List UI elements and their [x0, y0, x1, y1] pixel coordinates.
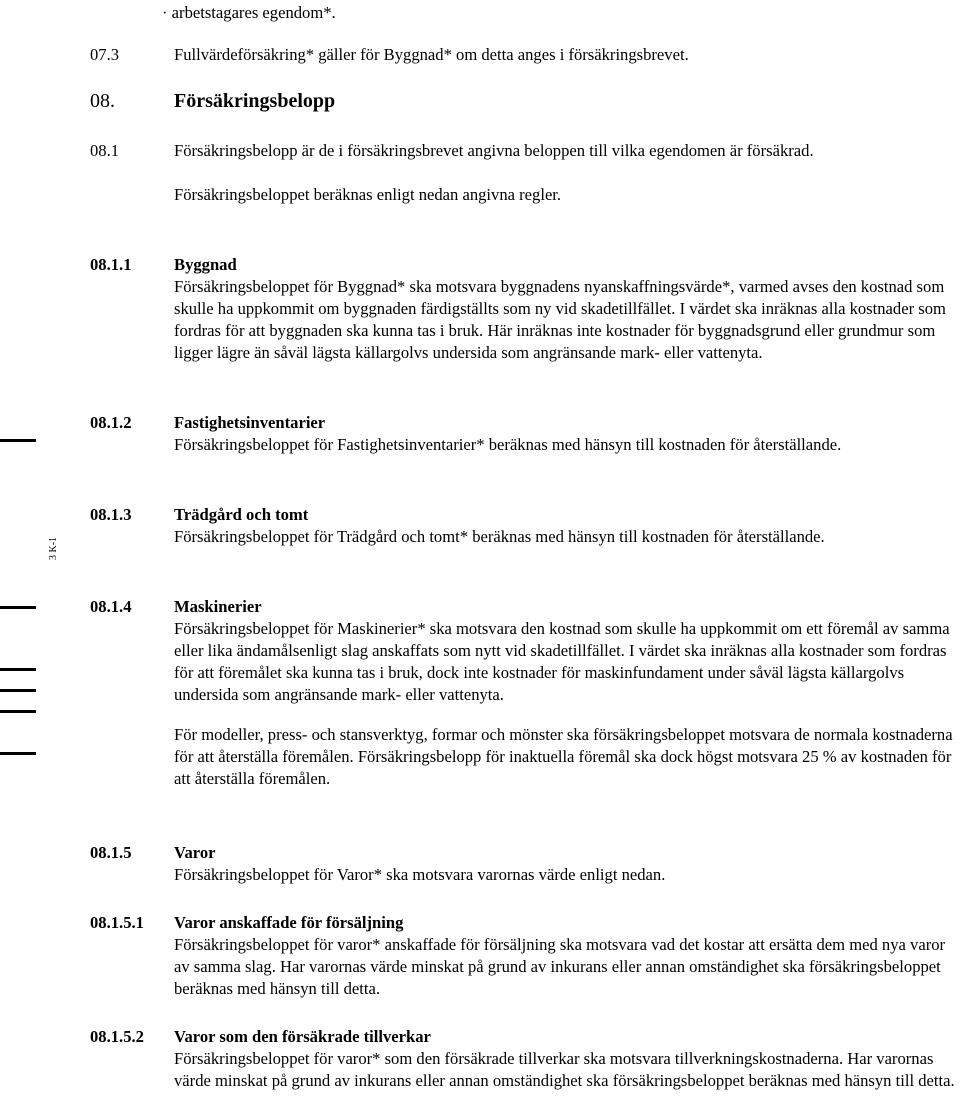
- paragraph: Försäkringsbeloppet för Trädgård och tomt* beräknas med hänsyn till kostnaden för återställande.: [174, 527, 825, 546]
- paragraph: För modeller, press- och stansverktyg, formar och mönster ska försäkringsbeloppet motsvara de normala kostnaderna för att återställa föremålen. Försäkringsbelopp för inaktuella föremål ska dock högst motsvara 25 % av kostnaden för att återställa föremålen.: [174, 725, 953, 788]
- paragraph: Försäkringsbeloppet för Varor* ska motsvara varornas värde enligt nedan.: [174, 865, 666, 884]
- paragraph: Försäkringsbeloppet för varor* som den försäkrade tillverkar ska motsvara tillverkningskostnaderna. Har varornas värde minskat på grund av inkurans eller annan omständighet ska försäkringsbeloppet beräknas med hänsyn till detta.: [174, 1049, 955, 1090]
- section-number: 07.3: [90, 45, 120, 64]
- sidebar-code: 3 K-1: [48, 536, 59, 560]
- section-heading: Varor som den försäkrade tillverkar: [174, 1027, 431, 1046]
- section-heading: Fastighetsinventarier: [174, 413, 326, 432]
- paragraph: Försäkringsbeloppet för varor* anskaffade för försäljning ska motsvara vad det kostar att ersätta dem med nya varor av samma slag. Har varornas värde minskat på grund av inkurans eller annan omständighet ska försäkringsbeloppet beräknas med hänsyn till detta.: [174, 935, 946, 998]
- section-number: 08.1: [90, 141, 120, 160]
- change-bar: [0, 689, 36, 692]
- section-heading: Varor: [174, 843, 216, 862]
- change-bar: [0, 752, 36, 755]
- section-heading: Varor anskaffade för försäljning: [174, 913, 404, 932]
- paragraph: Försäkringsbeloppet för Maskinerier* ska motsvara den kostnad som skulle ha uppkommit om ett föremål av samma eller lika ändamålsenligt slag anskaffats som nytt vid skadetillfället. I värdet ska inräknas alla kostnader som fordras för att föremålet ska kunna tas i bruk, dock inte kostnader för maskinfundament under såväl lägsta källargolvs undersida som angränsande mark- eller vattenyta.: [174, 619, 950, 704]
- section-number: 08.1.1: [90, 255, 132, 274]
- section-number: 08.1.3: [90, 505, 132, 524]
- section-number: 08.1.5.2: [90, 1027, 144, 1046]
- change-bar: [0, 606, 36, 609]
- section-number: 08.1.4: [90, 597, 132, 616]
- paragraph: Försäkringsbelopp är de i försäkringsbrevet angivna beloppen till vilka egendomen är försäkrad.: [174, 141, 814, 160]
- paragraph: Försäkringsbeloppet för Fastighetsinventarier* beräknas med hänsyn till kostnaden för återställande.: [174, 435, 842, 454]
- section-text: Fullvärdeförsäkring* gäller för Byggnad* om detta anges i försäkringsbrevet.: [174, 45, 689, 64]
- section-number: 08.1.5: [90, 843, 132, 862]
- change-bar: [0, 668, 36, 671]
- section-heading: Byggnad: [174, 255, 237, 274]
- section-number: 08.1.5.1: [90, 913, 144, 932]
- change-bar: [0, 710, 36, 713]
- section-number: 08.: [90, 90, 115, 112]
- section-heading: Försäkringsbelopp: [174, 90, 336, 112]
- section-heading: Trädgård och tomt: [174, 505, 309, 524]
- section-number: 08.1.2: [90, 413, 132, 432]
- section-heading: Maskinerier: [174, 597, 262, 616]
- paragraph: Försäkringsbeloppet för Byggnad* ska motsvara byggnadens nyanskaffningsvärde*, varmed avses den kostnad som skulle ha uppkommit om byggnaden färdigställts som ny vid skadetillfället. I värdet ska inräknas alla kostnader som fordras för att byggnaden ska kunna tas i bruk. Här inräknas inte kostnader för byggnadsgrund eller grundmur som ligger lägre än såväl lägsta källargolvs undersida som angränsande mark- eller vattenyta.: [174, 277, 946, 362]
- paragraph: Försäkringsbeloppet beräknas enligt nedan angivna regler.: [174, 185, 562, 204]
- previous-list-fragment: · arbetstagares egendom*.: [162, 3, 336, 22]
- change-bar: [0, 439, 36, 442]
